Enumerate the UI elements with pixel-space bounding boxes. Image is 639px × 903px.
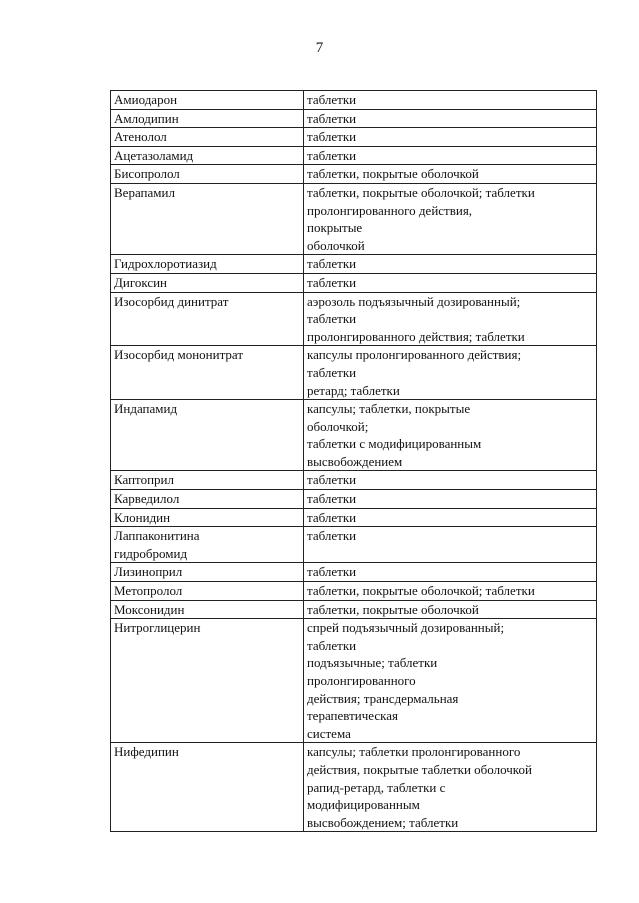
dosage-form-cell <box>304 600 597 619</box>
dosage-form-line: таблетки <box>307 564 357 580</box>
dosage-form-cell <box>304 527 597 563</box>
drug-name-cell <box>111 146 304 165</box>
dosage-form-line: аэрозоль подъязычный дозированный; <box>307 293 521 309</box>
drug-name-line: Верапамил <box>114 184 175 200</box>
dosage-form-line: капсулы пролонгированного действия; <box>307 347 522 363</box>
dosage-form-line: таблетки <box>307 509 357 525</box>
drug-name-cell <box>111 563 304 582</box>
table-row <box>111 600 597 619</box>
dosage-form-line: таблетки <box>307 311 357 327</box>
table-row <box>111 183 597 254</box>
dosage-form-line: ретард; таблетки <box>307 382 400 398</box>
dosage-form-line: таблетки, покрытые оболочкой; таблетки <box>307 583 535 599</box>
drug-name-line: Метопролол <box>114 583 183 599</box>
table-row <box>111 527 597 563</box>
drug-name-line: Изосорбид динитрат <box>114 293 229 309</box>
dosage-form-line: пролонгированного действия, <box>307 202 473 218</box>
dosage-form-line: подъязычные; таблетки <box>307 655 438 671</box>
dosage-form-line: высвобождением <box>307 453 403 469</box>
dosage-form-line: модифицированным <box>307 797 420 813</box>
dosage-form-cell <box>304 400 597 471</box>
table-row <box>111 471 597 490</box>
table-row <box>111 508 597 527</box>
drug-name-cell <box>111 508 304 527</box>
dosage-form-line: таблетки <box>307 92 357 107</box>
drug-name-cell <box>111 619 304 743</box>
dosage-form-cell <box>304 582 597 601</box>
dosage-form-cell <box>304 346 597 400</box>
dosage-form-line: таблетки <box>307 256 357 272</box>
dosage-form-cell <box>304 109 597 128</box>
table-row <box>111 146 597 165</box>
table-row <box>111 743 597 832</box>
drug-name-cell <box>111 273 304 292</box>
dosage-form-line: таблетки <box>307 274 357 290</box>
dosage-form-line: капсулы; таблетки пролонгированного <box>307 744 521 760</box>
drug-name-cell <box>111 490 304 509</box>
dosage-form-line: система <box>307 725 351 741</box>
table-row <box>111 91 597 110</box>
table-row <box>111 619 597 743</box>
table-row <box>111 582 597 601</box>
dosage-form-line: таблетки, покрытые оболочкой <box>307 601 479 617</box>
dosage-form-line: таблетки <box>307 472 357 488</box>
dosage-form-line: терапевтическая <box>307 708 398 724</box>
dosage-form-cell <box>304 508 597 527</box>
table-row <box>111 255 597 274</box>
drug-name-cell <box>111 600 304 619</box>
drug-name-cell <box>111 743 304 832</box>
drug-name-line: Амлодипин <box>114 110 179 126</box>
drug-name-cell <box>111 346 304 400</box>
drug-name-cell <box>111 292 304 346</box>
drug-name-line: Амиодарон <box>114 92 178 107</box>
drug-name-line: Бисопролол <box>114 166 180 182</box>
dosage-form-line: таблетки <box>307 637 357 653</box>
drug-name-line: Ацетазоламид <box>114 147 194 163</box>
dosage-form-cell <box>304 273 597 292</box>
drug-name-line: Нитроглицерин <box>114 620 201 636</box>
drug-name-cell <box>111 255 304 274</box>
dosage-form-line: рапид-ретард, таблетки с <box>307 779 446 795</box>
drug-name-line: Индапамид <box>114 401 178 417</box>
dosage-form-line: таблетки <box>307 147 357 163</box>
dosage-form-cell <box>304 91 597 110</box>
table-row <box>111 165 597 184</box>
table-row <box>111 109 597 128</box>
dosage-form-line: таблетки <box>307 129 357 145</box>
table-row <box>111 563 597 582</box>
drug-name-cell <box>111 109 304 128</box>
drug-name-line: гидробромид <box>114 545 188 561</box>
dosage-form-cell <box>304 128 597 147</box>
drug-name-cell <box>111 471 304 490</box>
dosage-form-line: таблетки <box>307 364 357 380</box>
table-row <box>111 292 597 346</box>
drug-name-line: Каптоприл <box>114 472 174 488</box>
drug-table-body <box>111 91 597 832</box>
dosage-form-line: пролонгированного <box>307 673 416 688</box>
drug-name-line: Моксонидин <box>114 601 185 617</box>
dosage-form-line: покрытые <box>307 220 363 236</box>
dosage-form-line: действия, покрытые таблетки оболочкой <box>307 761 532 777</box>
table-row <box>111 490 597 509</box>
drug-name-cell <box>111 128 304 147</box>
dosage-form-line: высвобождением; таблетки <box>307 814 459 830</box>
dosage-form-cell <box>304 490 597 509</box>
dosage-form-cell <box>304 619 597 743</box>
dosage-form-line: таблетки <box>307 110 357 126</box>
drug-name-line: Лаппаконитина <box>114 528 200 544</box>
drug-name-cell <box>111 527 304 563</box>
drug-name-line: Дигоксин <box>114 274 168 290</box>
page-number: 7 <box>315 40 324 56</box>
dosage-form-line: таблетки, покрытые оболочкой <box>307 166 479 182</box>
drug-name-line: Клонидин <box>114 509 171 525</box>
dosage-form-line: действия; трансдермальная <box>307 690 459 706</box>
dosage-form-cell <box>304 165 597 184</box>
dosage-form-cell <box>304 183 597 254</box>
dosage-form-line: таблетки, покрытые оболочкой; таблетки <box>307 184 535 200</box>
drug-name-line: Изосорбид мононитрат <box>114 347 244 363</box>
table-row <box>111 273 597 292</box>
drug-name-cell <box>111 400 304 471</box>
drug-name-line: Карведилол <box>114 491 180 507</box>
table-row <box>111 400 597 471</box>
dosage-form-line: оболочкой; <box>307 418 369 434</box>
drug-name-cell <box>111 165 304 184</box>
dosage-form-line: спрей подъязычный дозированный; <box>307 620 505 636</box>
table-row <box>111 128 597 147</box>
dosage-form-line: таблетки <box>307 528 357 544</box>
drug-name-line: Атенолол <box>114 129 167 145</box>
dosage-form-cell <box>304 255 597 274</box>
dosage-form-cell <box>304 146 597 165</box>
drug-table <box>110 90 597 832</box>
drug-name-cell <box>111 91 304 110</box>
dosage-form-line: таблетки с модифицированным <box>307 436 482 452</box>
drug-name-line: Нифедипин <box>114 744 179 760</box>
drug-name-cell <box>111 183 304 254</box>
dosage-form-line: пролонгированного действия; таблетки <box>307 328 525 344</box>
dosage-form-line: капсулы; таблетки, покрытые <box>307 401 471 417</box>
drug-name-cell <box>111 582 304 601</box>
drug-name-line: Лизиноприл <box>114 564 183 580</box>
dosage-form-cell <box>304 743 597 832</box>
dosage-form-cell <box>304 563 597 582</box>
dosage-form-line: таблетки <box>307 491 357 507</box>
drug-name-line: Гидрохлоротиазид <box>114 256 217 272</box>
dosage-form-line: оболочкой <box>307 237 365 253</box>
dosage-form-cell <box>304 292 597 346</box>
table-row <box>111 346 597 400</box>
dosage-form-cell <box>304 471 597 490</box>
